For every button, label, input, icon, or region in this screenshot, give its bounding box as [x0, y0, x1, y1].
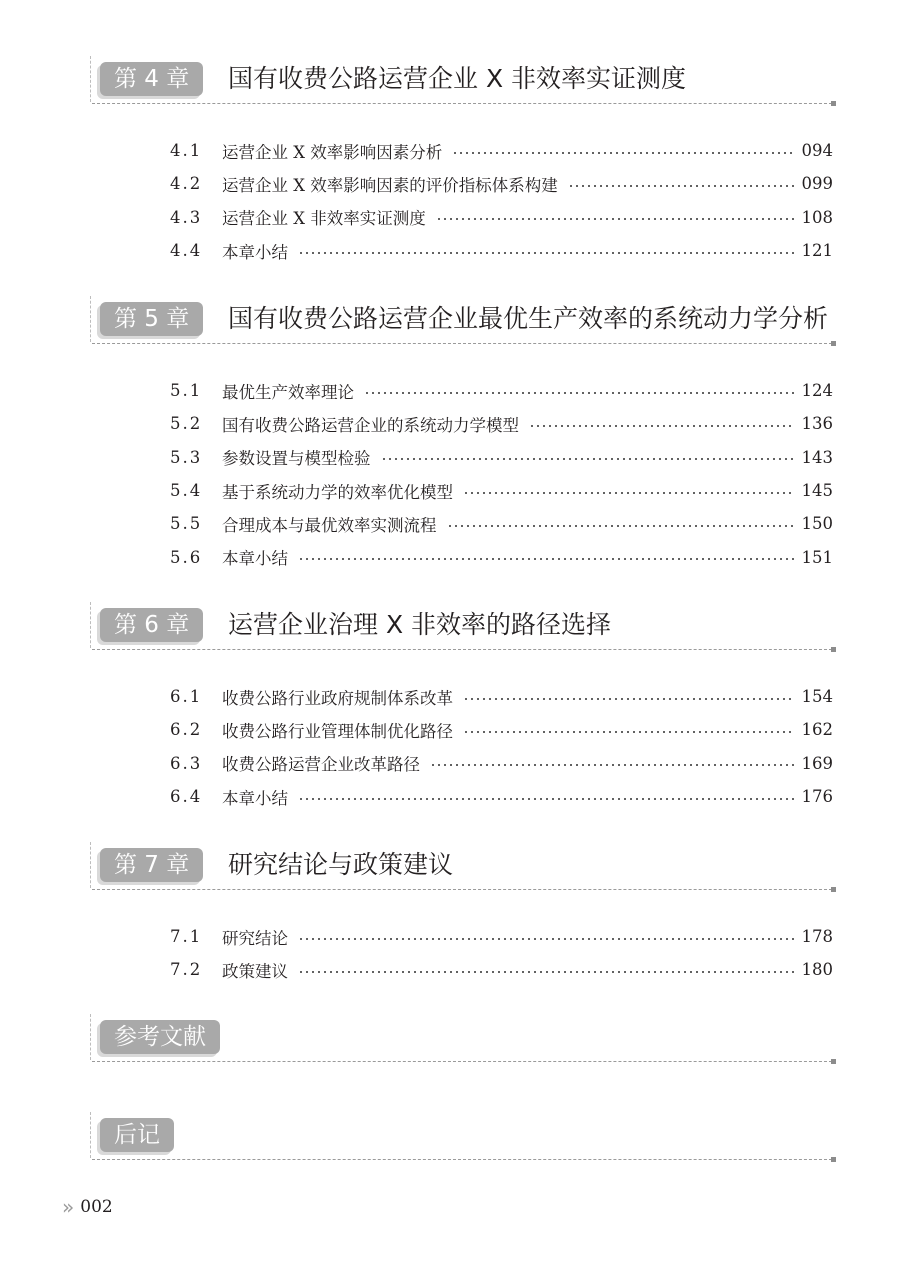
- dashed-divider: [92, 343, 832, 344]
- dashed-divider: [92, 889, 832, 890]
- chapter-header: [0, 602, 900, 650]
- page-number: 108: [801, 207, 833, 227]
- section-header: [0, 1014, 900, 1062]
- toc-entry[interactable]: [0, 134, 900, 167]
- page-number: 178: [801, 927, 833, 947]
- section-title: 收费公路运营企业改革路径: [222, 755, 420, 775]
- section-title: 本章小结: [222, 242, 288, 262]
- section-number: 5.2: [170, 414, 203, 434]
- section-number: 5.6: [170, 547, 203, 567]
- page-number: 124: [801, 381, 833, 401]
- toc-entry[interactable]: [0, 713, 900, 746]
- chapter-badge: 第 6 章: [100, 608, 203, 642]
- dashed-divider: [92, 1159, 832, 1160]
- page-number: 154: [801, 687, 833, 707]
- section-title: 合理成本与最优效率实测流程: [222, 515, 437, 535]
- toc-entries: [0, 680, 900, 813]
- leader-dots: [298, 798, 794, 800]
- toc-entry[interactable]: [0, 747, 900, 780]
- chapter-header: [0, 296, 900, 344]
- afterword-section[interactable]: [0, 1112, 900, 1160]
- toc-entries: [0, 134, 900, 267]
- page-number: 136: [801, 414, 833, 434]
- double-chevron-icon: »: [62, 1195, 75, 1219]
- section-title: 收费公路行业政府规制体系改革: [222, 688, 453, 708]
- page-number: 145: [801, 481, 833, 501]
- page-number: 176: [801, 787, 833, 807]
- chapter-7: [0, 842, 900, 981]
- page-number: 143: [801, 447, 833, 467]
- chapter-title: 国有收费公路运营企业最优生产效率的系统动力学分析: [228, 304, 829, 333]
- toc-entry[interactable]: [0, 507, 900, 540]
- leader-dots: [463, 731, 794, 733]
- leader-dots: [568, 185, 794, 187]
- leader-dots: [463, 698, 794, 700]
- page-footer: [62, 1195, 113, 1219]
- section-number: 6.4: [170, 787, 203, 807]
- leader-dots: [298, 938, 794, 940]
- page-number: 121: [801, 241, 833, 261]
- section-number: 5.4: [170, 481, 203, 501]
- page-number: 150: [801, 514, 833, 534]
- leader-dots: [463, 492, 794, 494]
- chapter-6: [0, 602, 900, 808]
- toc-entry[interactable]: [0, 780, 900, 813]
- section-title: 运营企业 X 效率影响因素的评价指标体系构建: [222, 175, 558, 195]
- afterword-badge: 后记: [100, 1118, 174, 1152]
- section-number: 5.1: [170, 381, 203, 401]
- toc-entries: [0, 920, 900, 987]
- leader-dots: [452, 152, 793, 154]
- toc-entry[interactable]: [0, 167, 900, 200]
- dashed-divider: [92, 103, 832, 104]
- page-number: 094: [801, 141, 833, 161]
- chapter-header: [0, 56, 900, 104]
- section-title: 最优生产效率理论: [222, 382, 354, 402]
- dashed-divider: [92, 649, 832, 650]
- page-number: 162: [801, 720, 833, 740]
- section-title: 研究结论: [222, 928, 288, 948]
- leader-dots: [364, 392, 794, 394]
- section-number: 5.5: [170, 514, 203, 534]
- section-title: 本章小结: [222, 549, 288, 569]
- leader-dots: [430, 764, 794, 766]
- section-title: 参数设置与模型检验: [222, 449, 371, 469]
- toc-entry[interactable]: [0, 374, 900, 407]
- section-title: 国有收费公路运营企业的系统动力学模型: [222, 415, 519, 435]
- leader-dots: [298, 558, 794, 560]
- leader-dots: [436, 218, 794, 220]
- section-number: 6.1: [170, 687, 203, 707]
- toc-entry[interactable]: [0, 201, 900, 234]
- references-section[interactable]: [0, 1014, 900, 1062]
- leader-dots: [298, 252, 794, 254]
- toc-entry[interactable]: [0, 540, 900, 573]
- leader-dots: [298, 971, 794, 973]
- leader-dots: [381, 458, 794, 460]
- leader-dots: [529, 425, 794, 427]
- page-number: 099: [801, 174, 833, 194]
- section-title: 运营企业 X 效率影响因素分析: [222, 142, 443, 162]
- toc-entry[interactable]: [0, 953, 900, 986]
- toc-entry[interactable]: [0, 680, 900, 713]
- section-number: 4.1: [170, 141, 203, 161]
- section-title: 收费公路行业管理体制优化路径: [222, 721, 453, 741]
- section-title: 政策建议: [222, 961, 288, 981]
- chapter-header: [0, 842, 900, 890]
- section-number: 4.2: [170, 174, 203, 194]
- chapter-badge: 第 4 章: [100, 62, 203, 96]
- toc-entry[interactable]: [0, 474, 900, 507]
- section-number: 6.2: [170, 720, 203, 740]
- section-header: [0, 1112, 900, 1160]
- section-number: 7.2: [170, 960, 203, 980]
- chapter-title: 运营企业治理 X 非效率的路径选择: [228, 610, 612, 639]
- references-badge: 参考文献: [100, 1020, 220, 1054]
- section-number: 4.3: [170, 207, 203, 227]
- page-number: 169: [801, 753, 833, 773]
- toc-entry[interactable]: [0, 407, 900, 440]
- section-number: 5.3: [170, 447, 203, 467]
- chapter-4: [0, 56, 900, 262]
- chapter-title: 国有收费公路运营企业 X 非效率实证测度: [228, 64, 687, 93]
- folio-number: 002: [80, 1197, 113, 1217]
- chapter-badge: 第 5 章: [100, 302, 203, 336]
- chapter-5: [0, 296, 900, 569]
- chapter-badge: 第 7 章: [100, 848, 203, 882]
- toc-entry[interactable]: [0, 920, 900, 953]
- section-title: 基于系统动力学的效率优化模型: [222, 482, 453, 502]
- leader-dots: [447, 525, 794, 527]
- section-number: 6.3: [170, 753, 203, 773]
- toc-entries: [0, 374, 900, 574]
- section-title: 运营企业 X 非效率实证测度: [222, 209, 426, 229]
- section-number: 4.4: [170, 241, 203, 261]
- section-number: 7.1: [170, 927, 203, 947]
- dashed-divider: [92, 1061, 832, 1062]
- page-number: 180: [801, 960, 833, 980]
- page-number: 151: [801, 547, 833, 567]
- toc-entry[interactable]: [0, 441, 900, 474]
- section-title: 本章小结: [222, 788, 288, 808]
- chapter-title: 研究结论与政策建议: [228, 850, 454, 879]
- toc-entry[interactable]: [0, 234, 900, 267]
